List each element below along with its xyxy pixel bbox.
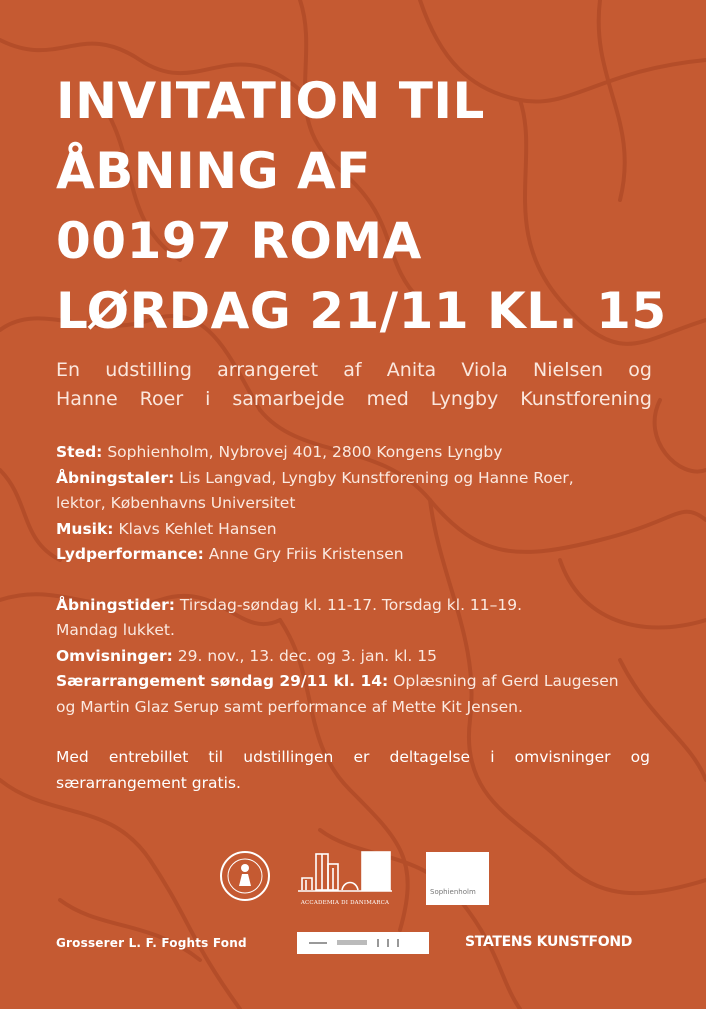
detail-opening-hours-cont: Mandag lukket. [56,621,175,639]
detail-label: Åbningstider: [56,595,175,614]
spacer [56,568,656,593]
detail-label: Omvisninger: [56,646,173,665]
sophienholm-logo-text: Sophienholm [430,888,476,896]
detail-location [56,440,656,466]
accademia-building-logo [298,850,392,900]
detail-value: Oplæsning af Gerd Laugesen [388,672,619,690]
detail-sound-performance [56,542,656,568]
detail-value: Sophienholm, Nybrovej 401, 2800 Kongens Lyngby [102,443,503,461]
detail-label: Musik: [56,519,114,538]
accademia-caption: ACCADEMIA DI DANIMARCA [300,900,390,906]
detail-label: Åbningstaler: [56,468,175,487]
detail-special-event [56,669,656,695]
invitation-title [56,66,676,346]
title-line: ÅBNING AF [56,142,371,200]
subtitle [56,356,652,414]
title-line: INVITATION TIL [56,72,485,130]
event-details [56,440,656,720]
detail-music [56,517,656,543]
ticket-note: Med entrebillet til udstillingen er deltagelse i omvisninger og særarrangement gratis. [56,748,650,792]
detail-tours [56,644,656,670]
detail-value: 29. nov., 13. dec. og 3. jan. kl. 15 [172,646,438,665]
sponsor-logo-box [297,932,429,954]
subtitle-line: Hanne Roer i samarbejde med Lyngby Kunstforening [56,388,652,410]
foght-fond-logo: Grosserer L. F. Foghts Fond [56,936,247,950]
detail-label: Sted: [56,443,103,461]
detail-value: Lis Langvad, Lyngby Kunstforening og Hanne Roer, [174,468,574,487]
subtitle-line: En udstilling arrangeret af Anita Viola Nielsen og [56,359,652,381]
detail-special-event-cont: og Martin Glaz Serup samt performance af Mette Kit Jensen. [56,697,523,716]
detail-label: Lydperformance: [56,545,204,563]
detail-value: Klavs Kehlet Hansen [113,519,277,538]
title-line: LØRDAG 21/11 KL. 15 [56,282,667,340]
sophienholm-logo [426,852,489,905]
detail-opening-hours [56,593,656,619]
detail-speakers-cont: lektor, Københavns Universitet [56,494,296,512]
seal-logo [219,850,271,902]
sponsor-logo-mark [297,932,429,954]
detail-value: Tirsdag-søndag kl. 11-17. Torsdag kl. 11–19. [174,595,523,614]
statens-kunstfond-logo: STATENS KUNSTFOND [465,934,633,950]
detail-speakers [56,466,656,492]
detail-value: Anne Gry Friis Kristensen [203,545,404,563]
title-line: 00197 ROMA [56,212,422,270]
detail-label: Særarrangement søndag 29/11 kl. 14: [56,672,389,690]
